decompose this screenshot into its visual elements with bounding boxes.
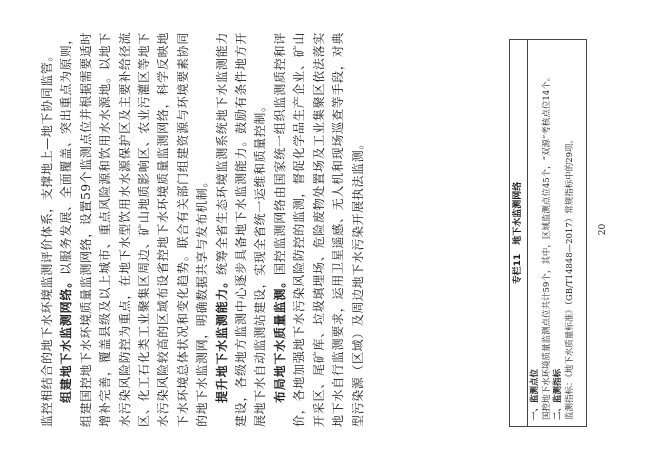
- paragraph-4: [271, 32, 368, 427]
- paragraph-3-text: 统筹全省生态环境监测系统地下水监测能力建设，各级地方监测中心逐步具备地下水监测能力。鼓励有条件地方开展地下水自动监测站建设，实现全省统一运维和质量控制。: [214, 32, 268, 427]
- paragraph-4-lead: 布局地下水质量监测。: [272, 275, 287, 403]
- paragraph-1: [38, 32, 57, 427]
- paragraph-3-lead: 提升地下水监测能力。: [214, 275, 229, 403]
- box-body: [528, 40, 576, 426]
- page-number: 20: [598, 223, 608, 236]
- box-item-head: 二、监测指标: [553, 368, 563, 420]
- box-item-head: 一、监测点位: [530, 368, 540, 420]
- paragraph-4-text: 国控监测网络由国家统一组织监测质控和评价，各地加强地下水污染风险防控的监测，督促化学品生产企业、矿山开采区、尾矿库、垃圾填埋场、危险废物处置场及工业集聚区依法落实地下水自行监测要求，运用卫星遥感、无人机和现场巡查等手段，对典型污染源（区域）及周边地下水污染开展执法监测。: [272, 32, 365, 427]
- paragraph-2-lead: 组建地下水监测网络。: [59, 275, 74, 403]
- box-title: 专栏11 地下水监测网络: [510, 40, 528, 426]
- sidebar-box-monitoring-network: [509, 39, 587, 427]
- paragraph-2-text: 以服务发展、全面覆盖、突出重点为原则，组建国控地下水环境质量监测网络，设置59个监测点位并根据需要适时增补完善，覆盖县级及以上城市、重点风险源和饮用水水源地。以地下水污染风险防控为重点，在地下水型饮用水水源保护区及主要补给径流区、化工石化类工业聚集区周边、矿山地质影响区、农业污灌区等地下水污染风险较高的区域布设省控地下水环境质量监测网络，科学反映地下水环境总体状况和变化趋势。联合有关部门组建资源与环境要素协同的地下水监测网，明确数据共享与发布机制。: [59, 32, 210, 427]
- box-item-line: 监测指标：《地下水质量标准》（GB/T14848—2017）常规指标中的29项。: [564, 134, 575, 420]
- paragraph-2: [57, 32, 212, 427]
- box-item-line: 国控地下水环境质量监测点位共计59个，其中，区域监测点位45个，“双源”考核点位14个。: [541, 72, 552, 420]
- paragraph-1-text: 监控相结合的地下水环境监测评价体系，支撑地上—地下协同监管。: [40, 48, 54, 427]
- body-text: [38, 32, 368, 427]
- paragraph-3: [213, 32, 271, 427]
